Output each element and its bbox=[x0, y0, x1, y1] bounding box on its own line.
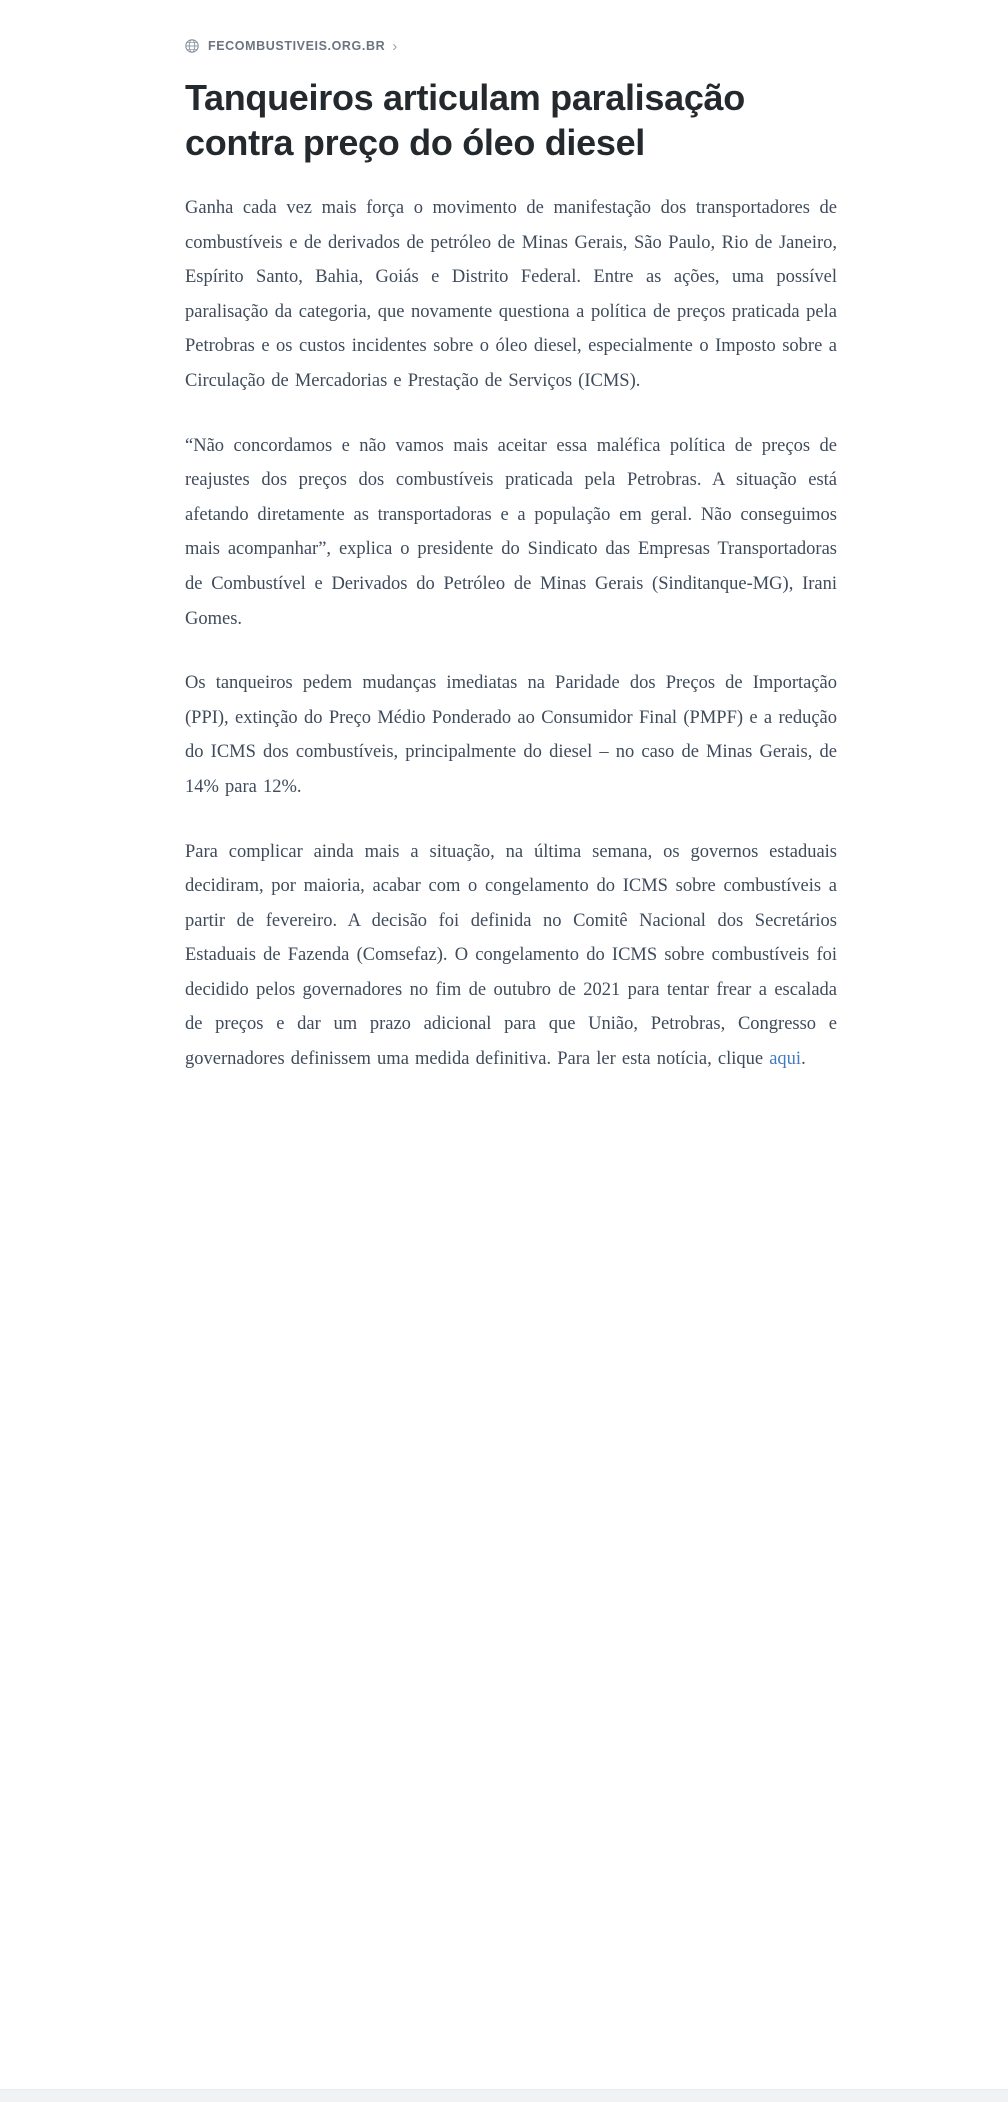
article-title: Tanqueiros articulam paralisação contra preço do óleo diesel bbox=[185, 77, 745, 163]
article-paragraph-3: Os tanqueiros pedem mudanças imediatas na Paridade dos Preços de Importação (PPI), extinção do Preço Médio Ponderado ao Consumidor Final (PMPF) e a redução do ICMS dos combustíveis, principalmente do diesel – no caso de Minas Gerais, de 14% para 12%. bbox=[185, 673, 837, 797]
article-paragraph-1: Ganha cada vez mais força o movimento de manifestação dos transportadores de combustíveis e de derivados de petróleo de Minas Gerais, São Paulo, Rio de Janeiro, Espírito Santo, Bahia, Goiás e Distrito Federal. Entre as ações, uma possível paralisação da categoria, que novamente questiona a política de preços praticada pela Petrobras e os custos incidentes sobre o óleo diesel, especialmente o Imposto sobre a Circulação de Mercadorias e Prestação de Serviços (ICMS). bbox=[185, 198, 837, 391]
article-paragraph-2: “Não concordamos e não vamos mais aceitar essa maléfica política de preços de reajustes dos preços dos combustíveis praticada pela Petrobras. A situação está afetando diretamente as transportadoras e a população em geral. Não conseguimos mais acompanhar”, explica o presidente do Sindicato das Empresas Transportadoras de Combustível e Derivados do Petróleo de Minas Gerais (Sinditanque-MG), Irani Gomes. bbox=[185, 435, 837, 629]
final-paragraph-period: . bbox=[801, 1049, 806, 1070]
source-label[interactable]: FECOMBUSTIVEIS.ORG.BR bbox=[208, 39, 386, 53]
article-content bbox=[185, 38, 837, 1107]
aqui-link[interactable]: aqui bbox=[769, 1049, 802, 1070]
source-breadcrumb[interactable] bbox=[185, 38, 837, 54]
chevron-right-icon: › bbox=[392, 38, 398, 55]
article-paragraph-4 bbox=[185, 835, 837, 1077]
bottom-gray-bar bbox=[0, 2089, 1008, 2102]
globe-icon bbox=[185, 39, 199, 53]
final-paragraph-text: Para complicar ainda mais a situação, na última semana, os governos estaduais decidiram, por maioria, acabar com o congelamento do ICMS sobre combustíveis a partir de fevereiro. A decisão foi definida no Comitê Nacional dos Secretários Estaduais de Fazenda (Comsefaz). O congelamento do ICMS sobre combustíveis foi decidido pelos governadores no fim de outubro de 2021 para tentar frear a escalada de preços e dar um prazo adicional para que União, Petrobras, Congresso e governadores definissem uma medida definitiva. Para ler esta notícia, clique bbox=[185, 841, 837, 1070]
